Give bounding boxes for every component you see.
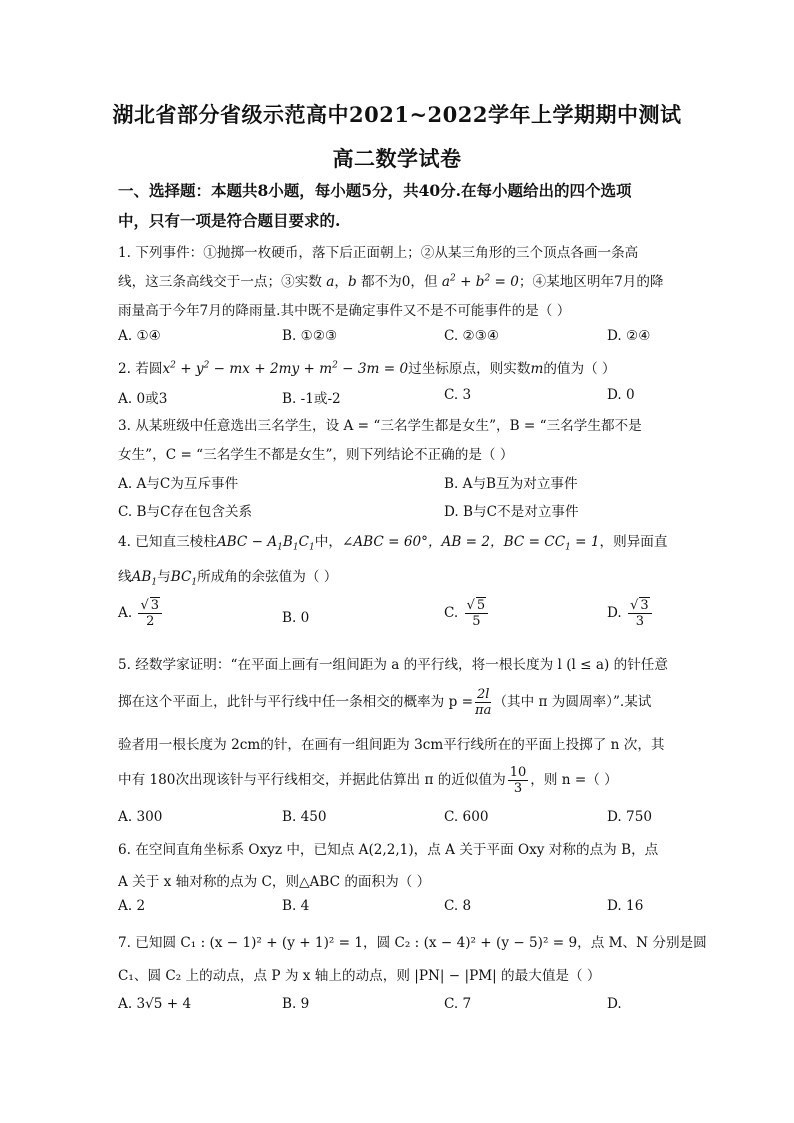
q4-text-b: 中，	[314, 534, 342, 550]
q5-pi-den: 3	[513, 781, 523, 796]
q7-option-a: A. 3√5 + 4	[118, 996, 192, 1012]
q2-equation: $x^2 + y^2$ − mx + $2my + m^2 - 3m = 0$	[162, 360, 409, 377]
q4-line2	[118, 565, 678, 588]
q2-option-c: C. 3	[444, 387, 472, 403]
q4-option-a-frac: $\frac{√ 3}{2}$	[138, 598, 162, 629]
q4-option-d-frac: $\frac{√ 3}{3}$	[628, 598, 652, 629]
q1-line3: 雨量高于今年7月的降雨量.其中既不是确定事件又不是不可能事件的是（ ）	[118, 303, 571, 319]
q4-option-d-label: D.	[607, 605, 622, 621]
q6-option-d: D. 16	[607, 898, 644, 914]
q6-option-a: A. 2	[118, 898, 146, 914]
q7-option-c: C. 7	[444, 996, 472, 1012]
q6-line2: A 关于 x 轴对称的点为 C，则△ABC 的面积为（ ）	[118, 874, 431, 890]
q4-option-a-num: 3	[150, 598, 160, 613]
q4-option-a	[118, 598, 164, 629]
q7-line1: 7. 已知圆 C₁ : (x − 1)² + (y + 1)² = 1，圆 C₂ : (x − 4)² + (y − 5)² = 9，点 M、N 分别是圆	[118, 935, 707, 951]
q5-option-c: C. 600	[444, 809, 489, 825]
var-m: m	[530, 361, 544, 377]
q4-prism: ABC − $A_1B_1C_1$	[216, 534, 315, 553]
q4-option-b: B. 0	[282, 610, 310, 626]
q5-text-d: ，则 n =（ ）	[530, 772, 618, 788]
q1-equation: $a^2 + b^2 = 0$	[441, 273, 519, 290]
q4-option-d-num: 3	[640, 598, 649, 613]
q5-line1: 5. 经数学家证明：“在平面上画有一组间距为 a 的平行线，将一根长度为 l (l ≤ a) 的针任意	[118, 657, 668, 673]
q2-option-d: D. 0	[607, 387, 635, 403]
q1-text-a: 线，这三条高线交于一点；③实数	[118, 274, 322, 290]
q4-conditions: ∠ABC = 60°，AB = 2，BC = $CC_1 = 1$	[341, 534, 600, 553]
q2-option-b: B. -1或-2	[282, 391, 341, 407]
q5-text-a: 掷在这个平面上，此针与平行线中任一条相交的概率为 p =	[118, 694, 473, 710]
q1-line1: 1. 下列事件：①抛掷一枚硬币，落下后正面朝上；②从某三角形的三个顶点各画一条高	[118, 245, 639, 261]
section-heading-cont: 中，只有一项是符合题目要求的.	[118, 211, 341, 230]
q5-line3: 验者用一根长度为 2cm的针，在画有一组间距为 3cm平行线所在的平面上投掷了 n 次，其	[118, 737, 665, 753]
q2-stem	[118, 357, 678, 377]
q5-text-c: 中有 180次出现该针与平行线相交，并据此估算出 π 的近似值为	[118, 772, 506, 788]
q5-option-d: D. 750	[607, 809, 653, 825]
q7-line2: C₁、圆 C₂ 上的动点，点 P 为 x 轴上的动点，则 |PN| − |PM| 的最大值是（ ）	[118, 968, 601, 984]
q4-option-d-den: 3	[635, 614, 644, 629]
q5-pi-num: 10	[509, 765, 527, 780]
section-heading: 一、选择题：本题共8小题，每小题5分，共40分.在每小题给出的四个选项	[118, 181, 632, 200]
q4-option-a-den: 2	[146, 614, 155, 629]
q2-text-a: 2. 若圆	[118, 361, 163, 377]
exam-subtitle: 高二数学试卷	[332, 146, 462, 171]
q4-option-d	[607, 598, 654, 629]
q1-text-d: ；④某地区明年7月的降	[518, 274, 664, 290]
q4-text-a: 4. 已知直三棱柱	[118, 534, 217, 550]
q4-line1	[118, 530, 678, 553]
q5-prob-den: πa	[475, 703, 492, 718]
q4-option-c-num: 5	[476, 598, 486, 613]
q5-line4	[118, 765, 678, 796]
q7-option-d: D.	[607, 996, 622, 1012]
q7-option-b: B. 9	[282, 996, 310, 1012]
q4-option-c-den: 5	[472, 614, 481, 629]
q3-option-c: C. B与C存在包含关系	[118, 504, 253, 520]
q4-option-c	[444, 598, 490, 629]
q5-prob-num: 2l	[476, 687, 490, 702]
q2-option-a: A. 0或3	[118, 391, 168, 407]
exam-title: 湖北省部分省级示范高中2021~2022学年上学期期中测试	[112, 102, 682, 127]
q5-prob-frac	[475, 687, 491, 718]
q3-option-d: D. B与C不是对立事件	[444, 504, 579, 520]
q4-text-c: ，则异面直	[599, 534, 668, 550]
q4-text-d: 线	[118, 569, 132, 585]
q6-option-b: B. 4	[282, 898, 310, 914]
q4-option-c-label: C.	[444, 605, 459, 621]
q4-option-c-frac: $\frac{√ 5}{5}$	[465, 598, 489, 629]
q1-option-a: A. ①④	[118, 328, 161, 344]
q5-pi-frac	[508, 765, 529, 796]
q2-text-c: 的值为（ ）	[543, 361, 616, 377]
q5-text-b: （其中 π 为圆周率）”.某试	[493, 694, 652, 710]
q4-text-f: 所成角的余弦值为（ ）	[197, 569, 338, 585]
q1-line2	[118, 270, 678, 290]
q1-option-b: B. ①②③	[282, 328, 338, 344]
q5-option-a: A. 300	[118, 809, 163, 825]
q3-line1: 3. 从某班级中任意选出三名学生，设 A = “三名学生都是女生”，B = “三名学生都不是	[118, 418, 642, 434]
q1-option-c: C. ②③④	[444, 328, 500, 344]
q1-text-c: 都不为0，但	[360, 274, 438, 290]
q4-line-ab1: $AB_1$	[131, 569, 158, 588]
q6-line1: 6. 在空间直角坐标系 Oxyz 中，已知点 A(2,2,1)，点 A 关于平面 Oxy 对称的点为 B，点	[118, 842, 659, 858]
q4-text-e: 与	[157, 569, 171, 585]
var-b: b	[347, 274, 357, 290]
q1-option-d: D. ②④	[607, 328, 651, 344]
var-a: a	[326, 274, 335, 290]
q5-line2	[118, 687, 678, 718]
q4-line-bc1: $BC_1$	[170, 569, 198, 588]
q3-option-a: A. A与C为互斥事件	[118, 476, 239, 492]
q5-option-b: B. 450	[282, 809, 327, 825]
q6-option-c: C. 8	[444, 898, 472, 914]
q3-option-b: B. A与B互为对立事件	[444, 476, 578, 492]
q2-text-b: 过坐标原点，则实数	[408, 361, 531, 377]
q4-option-a-label: A.	[118, 605, 133, 621]
q3-line2: 女生”，C = “三名学生不都是女生”，则下列结论不正确的是（ ）	[118, 447, 514, 463]
q1-text-b: ，	[334, 274, 348, 290]
